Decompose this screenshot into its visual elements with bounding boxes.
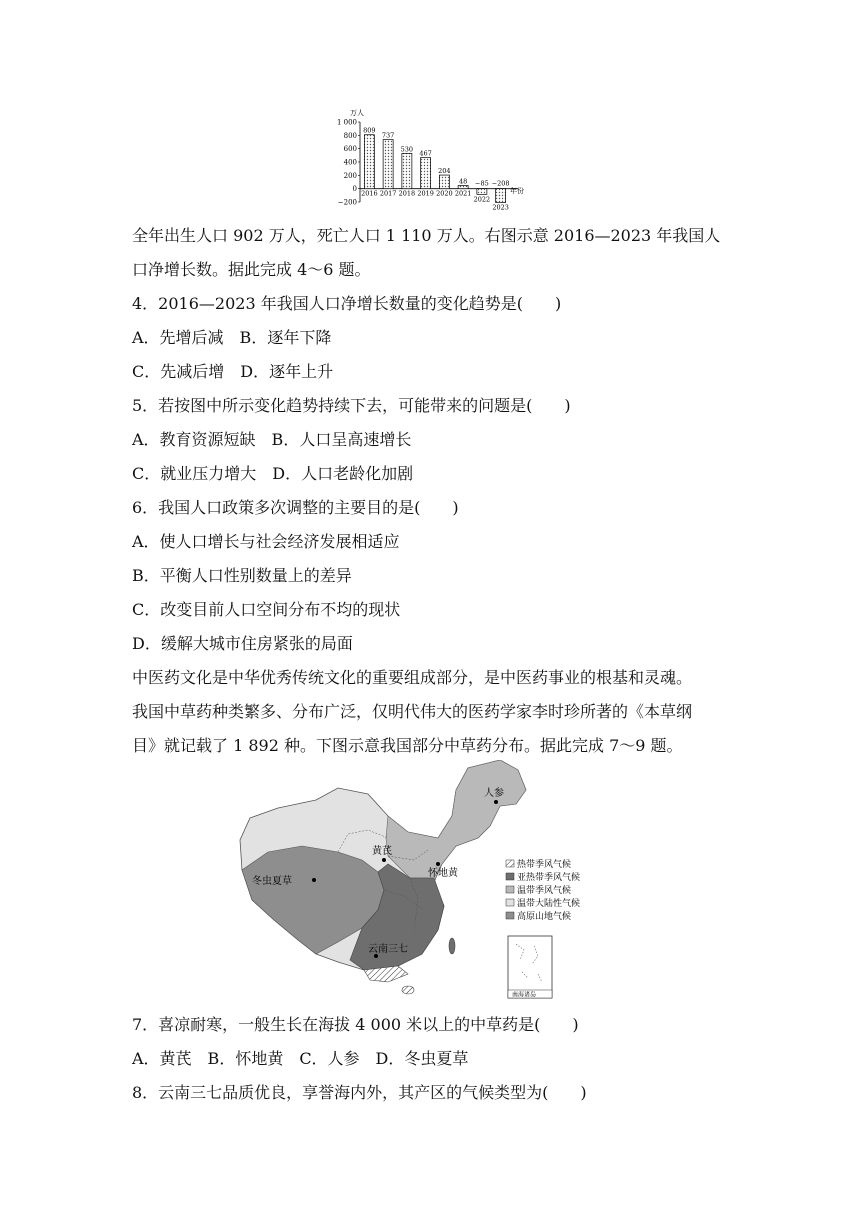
label-huaidihuang: 怀地黄	[428, 868, 458, 879]
bar-value-label: 530	[400, 145, 414, 154]
herb-distribution-map	[238, 760, 614, 1000]
x-tick-label: 2023	[492, 203, 509, 212]
bar-value-label: 48	[458, 177, 468, 186]
question-7-options: A．黄芪 B．怀地黄 C．人参 D．冬虫夏草	[132, 1049, 469, 1068]
legend-plateau: 高原山地气候	[517, 912, 572, 922]
question-6-option-a: A．使人口增长与社会经济发展相适应	[132, 532, 400, 551]
x-tick-label: 2017	[379, 189, 397, 198]
bar-2017	[383, 140, 393, 189]
bar-value-label: 204	[438, 167, 451, 176]
bar-2022	[477, 189, 487, 195]
x-tick-label: 2016	[361, 189, 378, 198]
intro-line-1: 全年出生人口 902 万人，死亡人口 1 110 万人。右图示意 2016—2023 年我国人	[132, 226, 721, 245]
question-5: 5．若按图中所示变化趋势持续下去，可能带来的问题是( )	[132, 396, 571, 415]
legend-temperate-continental: 温带大陆性气候	[517, 899, 581, 909]
bar-value-label: −85	[475, 179, 489, 188]
point-renshen	[494, 800, 498, 804]
paragraph-line-3: 目》就记载了 1 892 种。下图示意我国部分中草药分布。据此完成 7～9 题。	[132, 736, 683, 755]
x-axis-label: 年份	[510, 187, 524, 195]
label-dongchong: 冬虫夏草	[252, 876, 292, 887]
question-6-option-c: C．改变目前人口空间分布不均的现状	[132, 600, 401, 619]
label-renshen: 人参	[484, 788, 504, 799]
bar-value-label: 809	[363, 126, 376, 135]
hainan-island	[402, 986, 414, 994]
bar-value-label: 467	[419, 149, 432, 158]
bar-2020	[439, 175, 449, 189]
paragraph-line-1: 中医药文化是中华优秀传统文化的重要组成部分，是中医药事业的根基和灵魂。	[132, 668, 693, 687]
south-sea-inset	[508, 936, 552, 999]
intro-line-2: 口净增长数。据此完成 4～6 题。	[132, 260, 371, 279]
legend-temperate-monsoon: 温带季风气候	[517, 886, 572, 896]
x-tick-label: 2020	[436, 189, 453, 198]
legend-tropical: 热带季风气候	[517, 860, 572, 870]
question-6-option-b: B．平衡人口性别数量上的差异	[132, 566, 352, 585]
region-temperate-monsoon	[386, 760, 526, 878]
point-huaidihuang	[436, 862, 440, 866]
question-4: 4．2016—2023 年我国人口净增长数量的变化趋势是( )	[132, 294, 562, 313]
map-legend	[506, 858, 580, 922]
question-4-options-cd: C．先减后增 D．逐年上升	[132, 362, 334, 381]
bar-2019	[421, 158, 431, 189]
label-huangqi: 黄芪	[372, 846, 392, 857]
point-huangqi	[382, 858, 386, 862]
bar-2023	[496, 189, 506, 203]
y-axis-label: 万人	[350, 109, 364, 117]
bar-2021	[458, 185, 468, 188]
bar-2018	[402, 153, 412, 188]
y-tick-label: 600	[343, 145, 357, 154]
question-6-option-d: D．缓解大城市住房紧张的局面	[132, 634, 353, 653]
question-5-options-ab: A．教育资源短缺 B．人口呈高速增长	[132, 430, 412, 449]
x-tick-label: 2018	[398, 189, 416, 198]
question-8: 8．云南三七品质优良，享誉海内外，其产区的气候类型为( )	[132, 1083, 587, 1102]
bar-value-label: −208	[491, 179, 510, 188]
y-tick-label: 200	[343, 171, 357, 180]
point-dongchong	[312, 878, 316, 882]
legend-subtropical: 亚热带季风气候	[517, 873, 581, 883]
population-growth-chart	[330, 104, 540, 216]
question-4-options-ab: A．先增后减 B．逐年下降	[132, 328, 332, 347]
x-tick-label: 2021	[454, 189, 472, 198]
question-7: 7．喜凉耐寒，一般生长在海拔 4 000 米以上的中草药是( )	[132, 1015, 579, 1034]
x-tick-label: 2022	[473, 195, 491, 204]
question-5-options-cd: C．就业压力增大 D．人口老龄化加剧	[132, 464, 414, 483]
question-6: 6．我国人口政策多次调整的主要目的是( )	[132, 498, 459, 517]
bar-value-label: 737	[381, 131, 395, 140]
y-tick-label: 800	[343, 131, 357, 140]
y-tick-label: 1 000	[336, 118, 357, 127]
label-sanqi: 云南三七	[368, 944, 408, 955]
bar-2016	[364, 135, 374, 189]
x-tick-label: 2019	[417, 189, 434, 198]
y-tick-label: 400	[343, 158, 357, 167]
y-tick-label: −200	[337, 198, 357, 207]
taiwan-island	[449, 938, 455, 954]
y-tick-label: 0	[352, 185, 357, 194]
inset-label: 南海诸岛	[512, 991, 537, 999]
paragraph-line-2: 我国中草药种类繁多、分布广泛，仅明代伟大的医药学家李时珍所著的《本草纲	[132, 702, 693, 721]
